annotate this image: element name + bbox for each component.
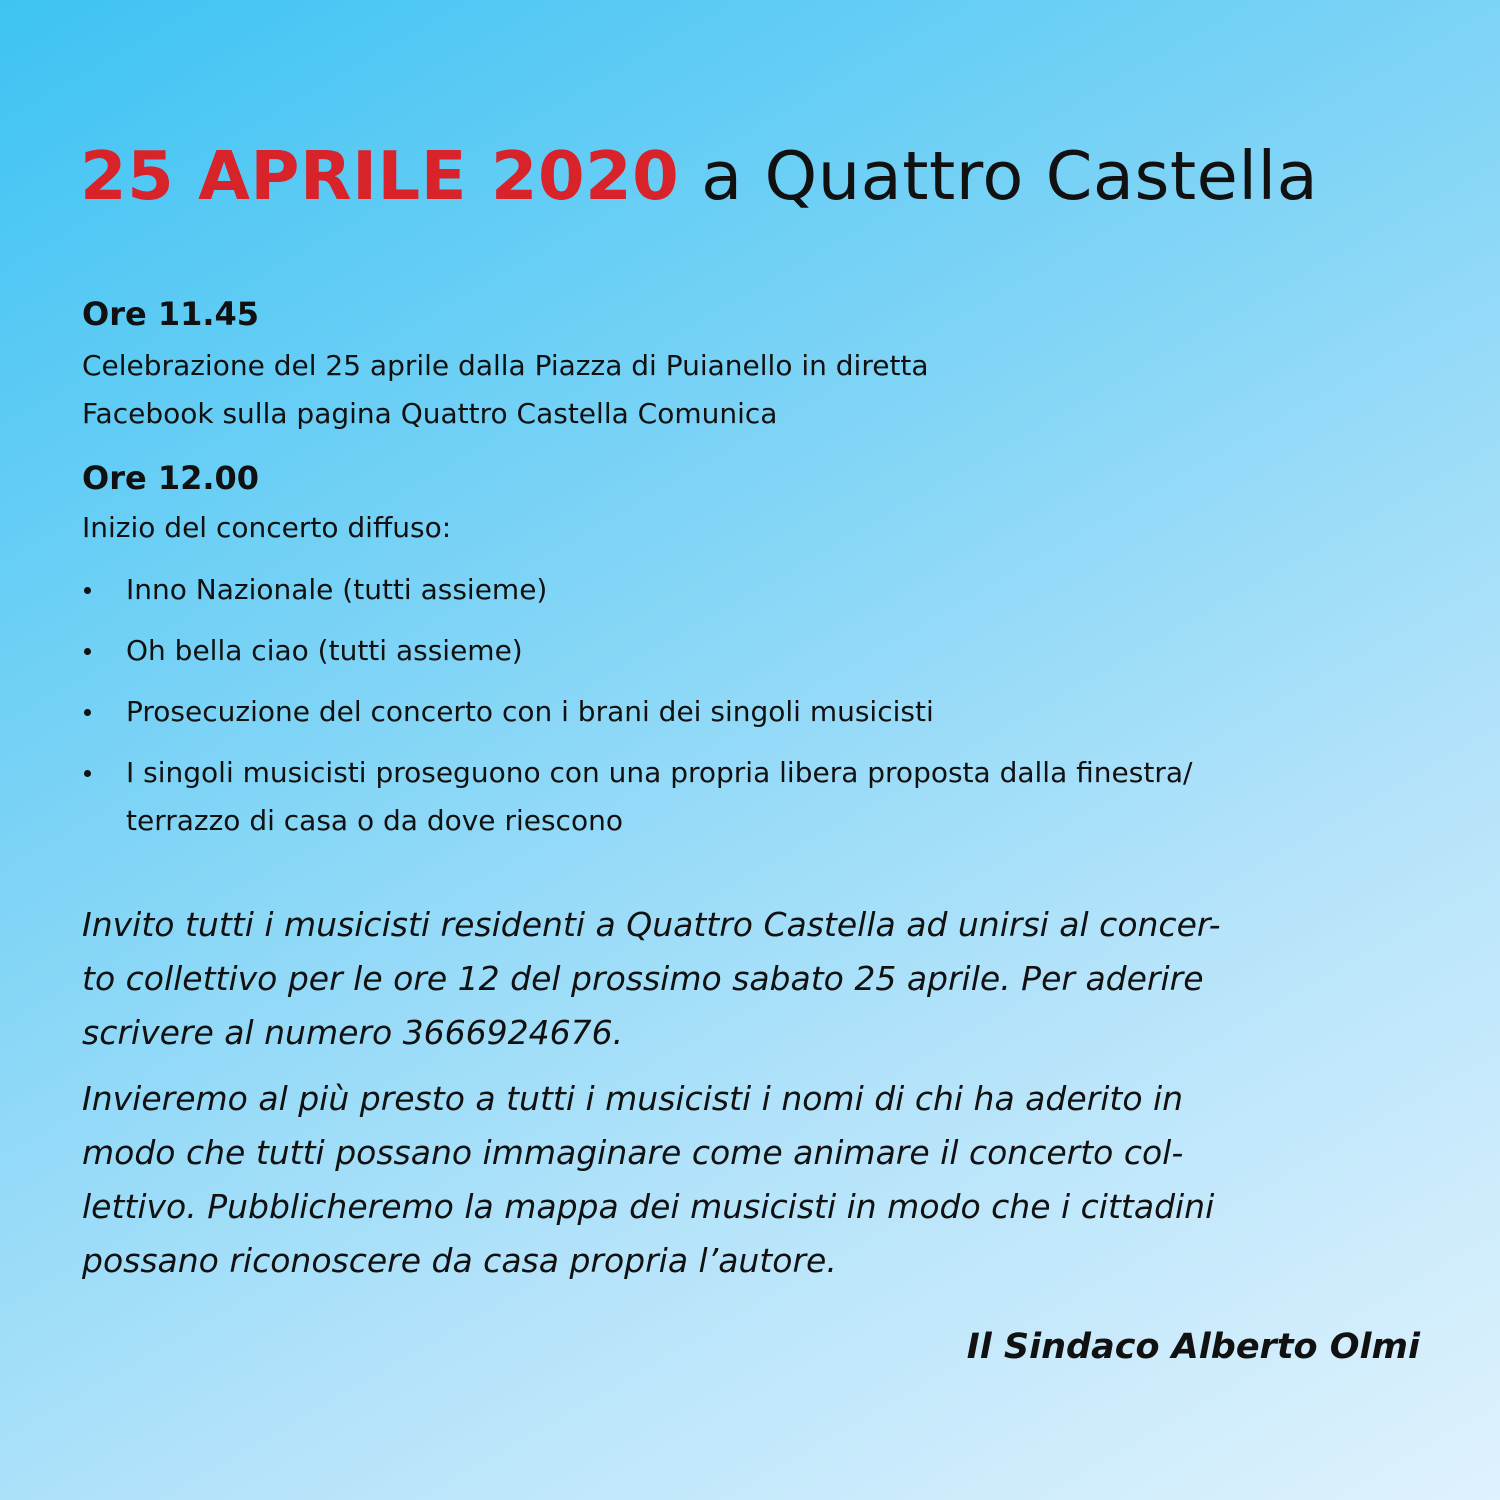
page-title — [80, 136, 1318, 216]
celebration-line: Celebrazione del 25 aprile dalla Piazza di Puianello in diretta — [82, 349, 929, 382]
list-item — [82, 688, 1442, 736]
invite-line: scrivere al numero 3666924676. — [82, 1013, 624, 1052]
bullet-dot-icon — [84, 770, 91, 777]
celebration-text — [82, 342, 929, 438]
celebration-line: Facebook sulla pagina Quattro Castella Comunica — [82, 397, 778, 430]
invite-line: to collettivo per le ore 12 del prossimo sabato 25 aprile. Per aderire — [82, 959, 1204, 998]
concert-intro: Inizio del concerto diffuso: — [82, 511, 452, 544]
invite-line: Invito tutti i musicisti residenti a Quattro Castella ad unirsi al concer- — [82, 905, 1221, 944]
announcement-line: modo che tutti possano immaginare come animare il concerto col- — [82, 1133, 1184, 1172]
list-item — [82, 749, 1442, 845]
announcement-paragraph — [82, 1072, 1214, 1288]
list-item-line: Oh bella ciao (tutti assieme) — [126, 634, 523, 667]
time-1145: Ore 11.45 — [82, 295, 260, 333]
announcement-line: possano riconoscere da casa propria l’autore. — [82, 1241, 837, 1280]
list-item-line: I singoli musicisti proseguono con una propria libera proposta dalla finestra/ — [126, 756, 1193, 789]
bullet-dot-icon — [84, 709, 91, 716]
invite-paragraph — [82, 898, 1221, 1060]
announcement-line: Invieremo al più presto a tutti i musicisti i nomi di chi ha aderito in — [82, 1079, 1184, 1118]
list-item-line: terrazzo di casa o da dove riescono — [126, 804, 623, 837]
list-item-line: Inno Nazionale (tutti assieme) — [126, 573, 548, 606]
bullet-dot-icon — [84, 648, 91, 655]
program-list — [82, 566, 1442, 858]
bullet-dot-icon — [84, 587, 91, 594]
signature: Il Sindaco Alberto Olmi — [966, 1327, 1420, 1367]
title-place: a Quattro Castella — [701, 137, 1319, 215]
announcement-line: lettivo. Pubblicheremo la mappa dei musicisti in modo che i cittadini — [82, 1187, 1215, 1226]
list-item — [82, 566, 1442, 614]
title-date: 25 APRILE 2020 — [80, 137, 680, 215]
list-item — [82, 627, 1442, 675]
list-item-line: Prosecuzione del concerto con i brani dei singoli musicisti — [126, 695, 934, 728]
time-1200: Ore 12.00 — [82, 459, 260, 497]
